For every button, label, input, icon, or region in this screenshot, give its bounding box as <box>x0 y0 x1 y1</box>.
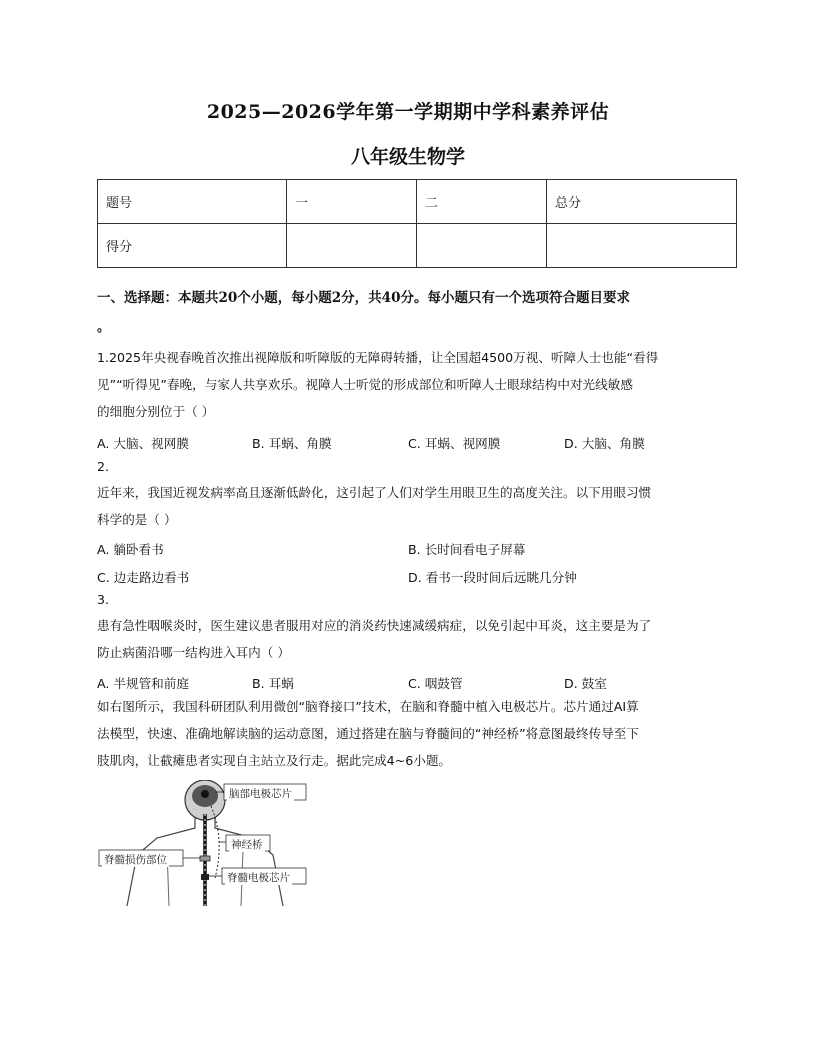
q2-text: 科学的是（ ） <box>97 512 177 527</box>
q2-option-a[interactable]: A. 躺卧看书 <box>97 542 164 557</box>
q2-option-b[interactable]: B. 长时间看电子屏幕 <box>408 542 526 557</box>
q1-text: 1.2025年央视春晚首次推出视障版和听障版的无障碍转播，让全国超4500万视、听障人士也能“看得 <box>97 350 659 365</box>
q1-option-a[interactable]: A. 大脑、视网膜 <box>97 436 189 451</box>
table-cell: 二 <box>417 180 547 224</box>
passage-text: 肢肌肉，让截瘫患者实现自主站立及行走。据此完成4~6小题。 <box>97 753 452 768</box>
table-row <box>98 180 737 224</box>
passage-text: 法模型，快速、准确地解读脑的运动意图，通过搭建在脑与脊髓间的“神经桥”将意图最终传导至下 <box>97 726 639 741</box>
q3-text: 患有急性咽喉炎时，医生建议患者服用对应的消炎药快速减缓病症，以免引起中耳炎，这主要是为了 <box>97 618 652 633</box>
q3-option-d[interactable]: D. 鼓室 <box>564 676 607 691</box>
q1-option-c[interactable]: C. 耳蜗、视网膜 <box>408 436 501 451</box>
q2-option-c[interactable]: C. 边走路边看书 <box>97 570 190 585</box>
q2-text: 近年来，我国近视发病率高且逐渐低龄化，这引起了人们对学生用眼卫生的高度关注。以下用眼习惯 <box>97 485 652 500</box>
q1-text: 的细胞分别位于（ ） <box>97 404 215 419</box>
q3-number: 3. <box>97 592 110 607</box>
table-cell: 题号 <box>98 180 287 224</box>
score-cell[interactable] <box>417 224 547 268</box>
q3-option-a[interactable]: A. 半规管和前庭 <box>97 676 189 691</box>
section-heading: 一、选择题：本题共20个小题，每小题2分，共40分。每小题只有一个选项符合题目要求 <box>97 290 630 306</box>
q2-number: 2. <box>97 459 110 474</box>
table-cell: 得分 <box>98 224 287 268</box>
q3-option-b[interactable]: B. 耳蜗 <box>252 676 294 691</box>
q2-option-d[interactable]: D. 看书一段时间后远眺几分钟 <box>408 570 577 585</box>
brain-chip-label: 脑部电极芯片 <box>229 788 292 800</box>
q3-text: 防止病菌沿哪一结构进入耳内（ ） <box>97 645 290 660</box>
table-cell: 总分 <box>547 180 737 224</box>
q3-option-c[interactable]: C. 咽鼓管 <box>408 676 463 691</box>
q1-option-d[interactable]: D. 大脑、角膜 <box>564 436 645 451</box>
score-cell[interactable] <box>547 224 737 268</box>
section-heading-end: 。 <box>97 320 111 335</box>
score-table <box>97 179 737 268</box>
exam-subtitle: 八年级生物学 <box>350 146 465 168</box>
score-cell[interactable] <box>287 224 417 268</box>
q1-text: 见”“听得见”春晚，与家人共享欢乐。视障人士听觉的形成部位和听障人士眼球结构中对光线敏感 <box>97 377 633 392</box>
table-row <box>98 224 737 268</box>
brain-spine-interface-figure <box>97 780 327 906</box>
table-cell: 一 <box>287 180 417 224</box>
injury-site-label: 脊髓损伤部位 <box>104 854 167 866</box>
spinal-chip-label: 脊髓电极芯片 <box>227 872 290 884</box>
q1-option-b[interactable]: B. 耳蜗、角膜 <box>252 436 332 451</box>
exam-title: 2025—2026学年第一学期期中学科素养评估 <box>206 101 610 123</box>
nerve-bridge-label: 神经桥 <box>231 839 263 851</box>
passage-text: 如右图所示，我国科研团队利用微创“脑脊接口”技术，在脑和脊髓中植入电极芯片。芯片通过AI算 <box>97 699 639 714</box>
